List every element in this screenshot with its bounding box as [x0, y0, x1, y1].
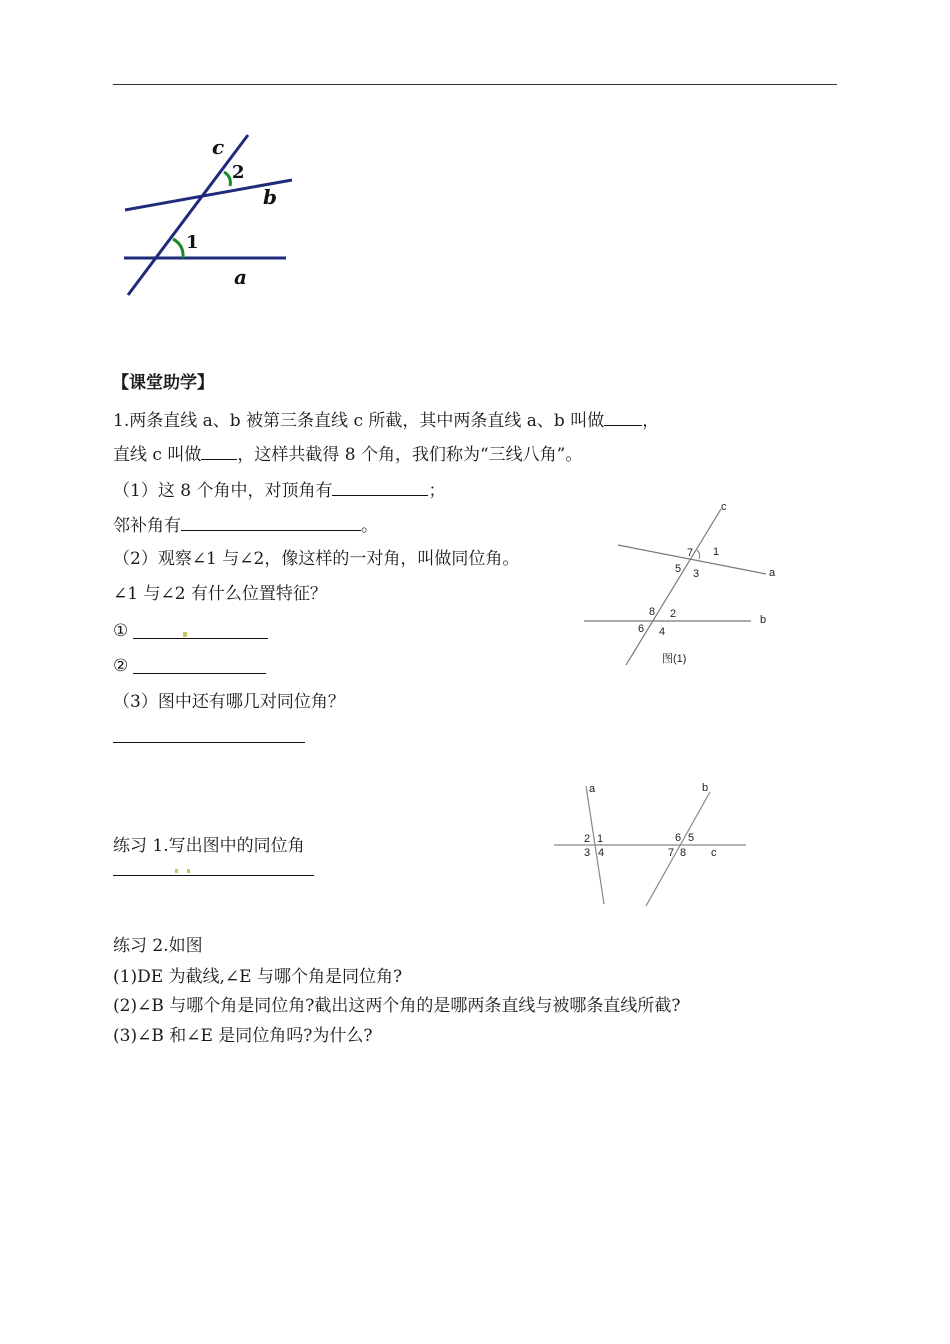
adjacent-text: 邻补角有: [113, 516, 181, 536]
exercise-2-title: 练习 2.如图: [113, 936, 203, 956]
sub1-text: （1）这 8 个角中，对顶角有: [113, 481, 333, 501]
fig2-label-a: a: [589, 783, 596, 795]
exercise-2-q1: (1)DE 为截线,∠E 与哪个角是同位角?: [113, 967, 403, 987]
line-c: [128, 135, 248, 295]
answer-line-2[interactable]: [133, 673, 266, 674]
sub1-end: ；: [428, 481, 446, 501]
q1-line2-end: ，这样共截得 8 个角，我们称为“三线八角”。: [237, 445, 583, 465]
sub2-line2: ∠1 与∠2 有什么位置特征？: [113, 584, 327, 604]
fig1-label-c: c: [721, 501, 727, 513]
fig1-angle-1: 1: [713, 546, 720, 558]
exercise-1-answer-line[interactable]: [113, 875, 314, 876]
fig1-angle-2: 2: [670, 608, 677, 620]
q1-line1-text: 1.两条直线 a、b 被第三条直线 c 所截，其中两条直线 a、b 叫做: [113, 411, 605, 431]
label-c: c: [212, 135, 225, 159]
angle-2-arc: [224, 172, 230, 186]
fig1-angle-4: 4: [659, 626, 666, 638]
answer-line-1[interactable]: [133, 638, 268, 639]
q1-line2: [113, 443, 582, 465]
answer-blank-vertical[interactable]: [332, 479, 428, 496]
fig2-angle-5: 5: [688, 832, 695, 844]
label-a: a: [234, 265, 247, 289]
fig2-angle-2: 2: [584, 833, 591, 845]
fig2-angle-8: 8: [680, 847, 687, 859]
label-b: b: [263, 185, 277, 209]
sub1-line: [113, 479, 445, 501]
sub2-line1: （2）观察∠1 与∠2，像这样的一对角，叫做同位角。: [113, 549, 520, 569]
q1-line1-end: ，: [642, 411, 660, 431]
answer-blank-1[interactable]: [604, 409, 642, 426]
label-1: 1: [186, 232, 199, 253]
fig2-line-b: [646, 792, 710, 906]
fig2-angle-1: 1: [597, 833, 604, 845]
fig1-angle-5: 5: [675, 563, 682, 575]
label-2: 2: [232, 162, 245, 183]
fig1-line-c: [626, 509, 721, 665]
fig2-angle-3: 3: [584, 847, 591, 859]
small-mark: [183, 632, 187, 637]
exercise-2-q2: (2)∠B 与哪个角是同位角?截出这两个角的是哪两条直线与被哪条直线所截?: [113, 996, 681, 1016]
adjacent-line: [113, 514, 378, 536]
exercise-2-q3: (3)∠B 和∠E 是同位角吗?为什么?: [113, 1026, 373, 1046]
fig2-label-c: c: [711, 847, 717, 859]
fig1-angle-arc: [697, 550, 700, 559]
fig1-angle-3: 3: [693, 568, 700, 580]
q1-line1: [113, 409, 659, 431]
marker-2: ②: [113, 656, 129, 676]
fig1-caption: 图(1): [662, 653, 687, 665]
exercise-1-title: 练习 1.写出图中的同位角: [113, 836, 305, 856]
small-mark-3: [187, 869, 190, 873]
angle-1-arc: [173, 239, 183, 258]
q1-line2-text: 直线 c 叫做: [113, 445, 202, 465]
sub3-line: （3）图中还有哪几对同位角？: [113, 692, 345, 712]
figure-1: [580, 495, 790, 675]
figure-three-lines: [110, 125, 310, 305]
marker-1: ①: [113, 621, 129, 641]
fig1-label-b: b: [760, 614, 767, 626]
answer-blank-2[interactable]: [201, 443, 237, 460]
fig1-angle-8: 8: [649, 606, 656, 618]
fig2-label-b: b: [702, 782, 709, 794]
fig2-angle-6: 6: [675, 832, 682, 844]
fig2-angle-7: 7: [668, 847, 675, 859]
header-rule: [113, 84, 837, 85]
fig1-angle-6: 6: [638, 623, 645, 635]
figure-2: [550, 778, 750, 910]
answer-line-3[interactable]: [113, 742, 305, 743]
answer-blank-adjacent[interactable]: [181, 514, 361, 531]
fig2-angle-4: 4: [598, 847, 605, 859]
adjacent-end: 。: [361, 516, 378, 536]
section-title: 【课堂助学】: [112, 373, 214, 393]
fig1-angle-7: 7: [687, 547, 694, 559]
small-mark-2: [175, 869, 178, 873]
fig1-label-a: a: [769, 567, 776, 579]
